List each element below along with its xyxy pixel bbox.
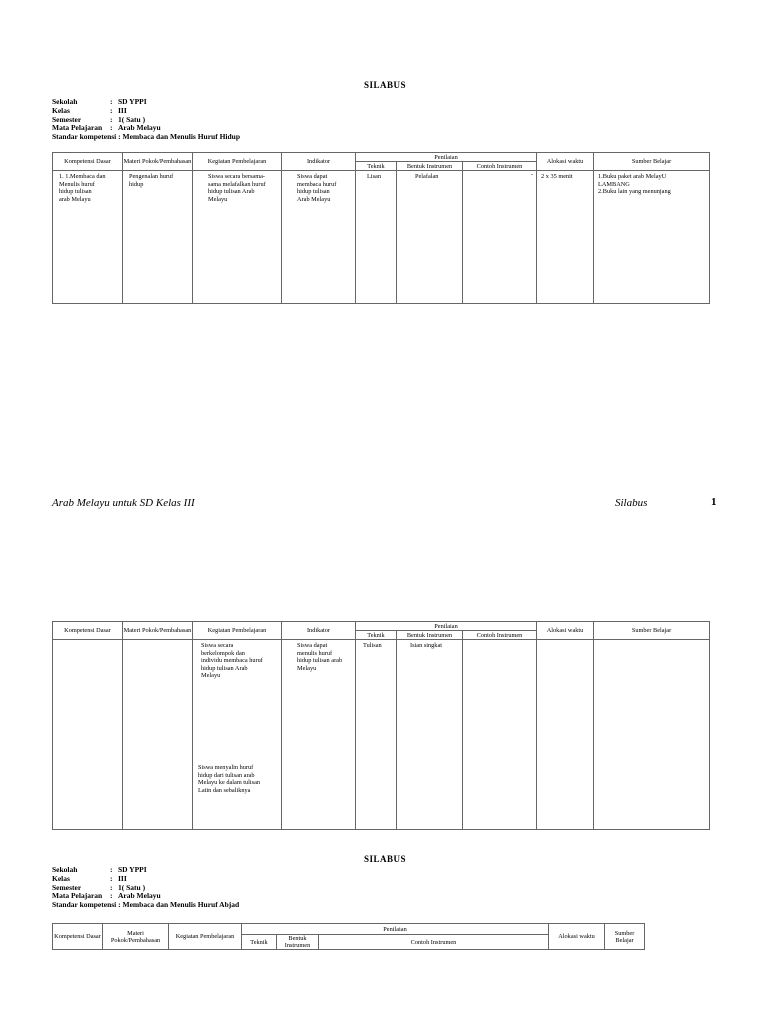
header-sumber: Sumber Belajar xyxy=(594,153,710,171)
cell-contoh: - xyxy=(463,171,537,304)
cell-materi xyxy=(123,640,193,830)
meta-semester: Semester : 1( Satu ) xyxy=(52,114,146,124)
header-kegiatan: Kegiatan Pembelajaran xyxy=(193,622,282,640)
cell-materi: Pengenalan huruf hidup xyxy=(123,171,193,304)
header-penilaian: Penilaian xyxy=(356,153,537,162)
page3-title: SILABUS xyxy=(364,854,407,864)
header-bentuk: Bentuk Instrumen xyxy=(397,631,463,640)
page1-meta xyxy=(52,98,240,142)
cell-teknik: Tulisan xyxy=(356,640,397,830)
header-alokasi: Alokasi waktu xyxy=(549,924,605,950)
meta-kelas: Kelas : III xyxy=(52,873,127,883)
header-materi: Materi Pokok/Pembahasan xyxy=(103,924,169,950)
header-indikator: Indikator xyxy=(282,622,356,640)
header-kegiatan: Kegiatan Pembelajaran xyxy=(193,153,282,171)
cell-alokasi: 2 x 35 menit xyxy=(537,171,594,304)
meta-mata-pelajaran: Mata Pelajaran : Arab Melayu xyxy=(52,123,161,133)
meta-sekolah: Sekolah : SD YPPI xyxy=(52,865,147,874)
footer-document-title: Arab Melayu untuk SD Kelas III xyxy=(52,497,195,509)
cell-contoh xyxy=(463,640,537,830)
header-contoh: Contoh Instrumen xyxy=(319,935,549,950)
meta-standar-kompetensi: Standar kompetensi : Membaca dan Menulis Huruf Abjad xyxy=(52,900,240,910)
header-alokasi: Alokasi waktu xyxy=(537,622,594,640)
header-penilaian: Penilaian xyxy=(356,622,537,631)
cell-indikator: Siswa dapat menulis huruf hidup tulisan arab Melayu xyxy=(282,640,356,830)
cell-sumber: 1.Buku paket arab MelayU LAMBANG 2.Buku lain yang menunjang xyxy=(594,171,710,304)
header-indikator: Indikator xyxy=(282,153,356,171)
cell-kompetensi xyxy=(53,640,123,830)
cell-indikator: Siswa dapat membaca huruf hidup tulisan Arab Melayu xyxy=(282,171,356,304)
header-teknik: Teknik xyxy=(242,935,277,950)
cell-kompetensi: 1. 1.Membaca dan Menulis huruf hidup tulisan arab Melayu xyxy=(53,171,123,304)
meta-mata-pelajaran: Mata Pelajaran : Arab Melayu xyxy=(52,891,161,901)
header-teknik: Teknik xyxy=(356,162,397,171)
header-contoh: Contoh Instrumen xyxy=(463,162,537,171)
header-bentuk: Bentuk Instrumen xyxy=(397,162,463,171)
cell-bentuk: Pelafalan xyxy=(397,171,463,304)
meta-sekolah: Sekolah : SD YPPI xyxy=(52,97,147,106)
footer-section-label: Silabus xyxy=(615,497,648,509)
cell-kegiatan: Siswa secara berkelompok dan individu membaca huruf hidup tulisan Arab Melayu Siswa menyalin huruf hidup dari tulisan arab Melayu ke dalam tulisan Latin dan sebaliknya xyxy=(193,640,282,830)
header-kompetensi: Kompetensi Dasar xyxy=(53,622,123,640)
meta-kelas: Kelas : III xyxy=(52,105,127,115)
cell-teknik: Lisan xyxy=(356,171,397,304)
header-penilaian: Penilaian xyxy=(242,924,549,935)
header-materi: Materi Pokok/Pembahasan xyxy=(123,622,193,640)
cell-sumber xyxy=(594,640,710,830)
meta-semester: Semester : 1( Satu ) xyxy=(52,882,146,892)
footer-page-number: 1 xyxy=(711,496,717,508)
header-alokasi: Alokasi waktu xyxy=(537,153,594,171)
header-materi: Materi Pokok/Pembahasan xyxy=(123,153,193,171)
page3-meta xyxy=(52,866,239,910)
syllabus-table-1 xyxy=(52,152,710,304)
page1-title: SILABUS xyxy=(364,80,407,90)
cell-alokasi xyxy=(537,640,594,830)
cell-kegiatan: Siswa secara bersama- sama melafalkan huruf hidup tulisan Arab Melayu xyxy=(193,171,282,304)
header-bentuk: Bentuk Instrumen xyxy=(277,935,319,950)
header-teknik: Teknik xyxy=(356,631,397,640)
cell-bentuk: Isian singkat xyxy=(397,640,463,830)
header-contoh: Contoh Instrumen xyxy=(463,631,537,640)
meta-standar-kompetensi: Standar kompetensi : Membaca dan Menulis Huruf Hidup xyxy=(52,132,241,142)
header-kompetensi: Kompetensi Dasar xyxy=(53,924,103,950)
header-kompetensi: Kompetensi Dasar xyxy=(53,153,123,171)
header-sumber: Sumber Belajar xyxy=(605,924,645,950)
header-sumber: Sumber Belajar xyxy=(594,622,710,640)
syllabus-table-3 xyxy=(52,923,645,950)
header-kegiatan: Kegiatan Pembelajaran xyxy=(169,924,242,950)
syllabus-table-2 xyxy=(52,621,710,830)
